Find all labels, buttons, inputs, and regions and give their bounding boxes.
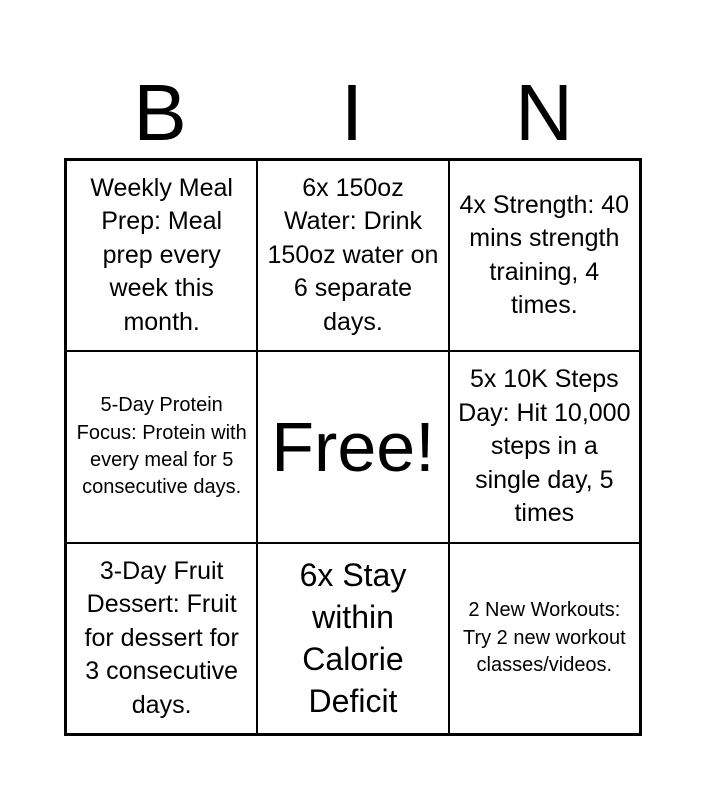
cell-text: Weekly Meal Prep: Meal prep every week this month. — [90, 173, 233, 336]
bingo-header — [64, 70, 642, 155]
bingo-cell-calorie-deficit[interactable] — [257, 543, 448, 734]
cell-text: 2 New Workouts: Try 2 new workout classes/videos. — [462, 599, 626, 676]
bingo-cell-free[interactable] — [257, 351, 448, 542]
header-letter-b: B — [133, 68, 187, 157]
bingo-cell-weekly-meal-prep[interactable] — [66, 160, 257, 351]
bingo-board — [64, 158, 642, 736]
bingo-cell-protein-focus[interactable] — [66, 351, 257, 542]
bingo-cell-water[interactable] — [257, 160, 448, 351]
bingo-cell-steps[interactable] — [449, 351, 640, 542]
bingo-cell-strength[interactable] — [449, 160, 640, 351]
bingo-cell-fruit-dessert[interactable] — [66, 543, 257, 734]
cell-text: 6x Stay within Calorie Deficit — [299, 557, 407, 720]
cell-text: 3-Day Fruit Dessert: Fruit for dessert for 3 consecutive days. — [84, 556, 239, 719]
cell-text: 5x 10K Steps Day: Hit 10,000 steps in a single day, 5 times — [458, 365, 631, 528]
free-space-label: Free! — [271, 407, 435, 486]
header-letter-n: N — [515, 68, 573, 157]
header-letter-i: I — [340, 68, 364, 157]
cell-text: 6x 150oz Water: Drink 150oz water on 6 separate days. — [267, 173, 439, 336]
cell-text: 4x Strength: 40 mins strength training, 4 times. — [459, 190, 630, 320]
cell-text: 5-Day Protein Focus: Protein with every meal for 5 consecutive days. — [76, 394, 247, 499]
bingo-cell-new-workouts[interactable] — [449, 543, 640, 734]
